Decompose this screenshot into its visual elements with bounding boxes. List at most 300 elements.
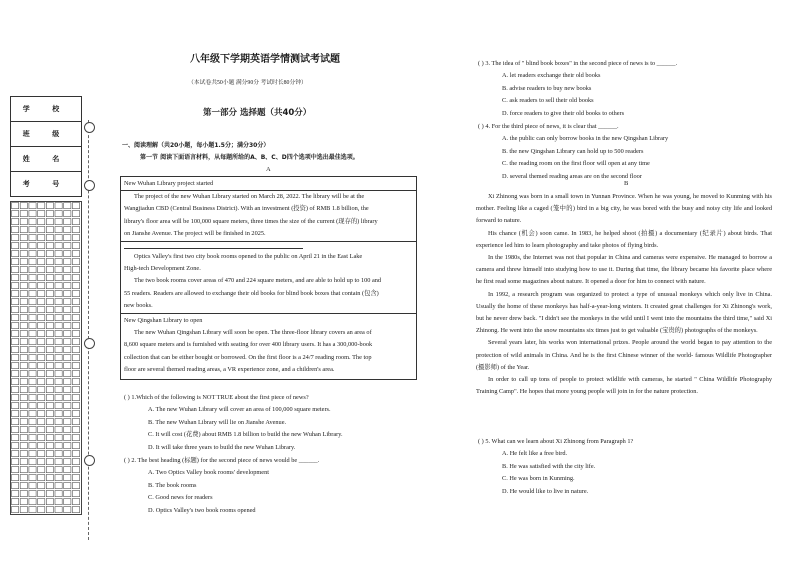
grid-cell bbox=[55, 227, 62, 233]
grid-cell bbox=[46, 251, 53, 257]
grid-cell bbox=[29, 203, 36, 209]
grid-cell bbox=[55, 243, 62, 249]
binding-hole bbox=[84, 180, 95, 191]
answer-option[interactable]: B. The new Wuhan Library will lie on Jianshe Avenue. bbox=[148, 418, 287, 426]
grid-cell bbox=[38, 371, 45, 377]
answer-option[interactable]: A. The new Wuhan Library will cover an area of 100,000 square meters. bbox=[148, 406, 331, 414]
grid-cell bbox=[72, 387, 79, 393]
grid-cell bbox=[72, 459, 79, 465]
grid-cell bbox=[29, 443, 36, 449]
grid-cell bbox=[29, 379, 36, 385]
grid-cell bbox=[64, 267, 71, 273]
grid-cell bbox=[20, 299, 27, 305]
grid-cell bbox=[20, 459, 27, 465]
grid-cell bbox=[20, 371, 27, 377]
grid-cell bbox=[38, 507, 45, 513]
answer-option[interactable]: B. the new Qingshan Library can hold up to 500 readers bbox=[502, 147, 644, 155]
grid-cell bbox=[38, 491, 45, 497]
grid-cell bbox=[55, 259, 62, 265]
grid-cell bbox=[12, 323, 19, 329]
grid-cell bbox=[64, 411, 71, 417]
section-instruction: 第一节 阅读下面语言材料，从每题所给的A、B、C、D四个选项中选出最佳选项。 bbox=[140, 154, 359, 161]
grid-cell bbox=[12, 395, 19, 401]
answer-option[interactable]: D. It will take three years to build the new Wuhan Library. bbox=[148, 443, 296, 451]
grid-cell bbox=[12, 363, 19, 369]
grid-cell bbox=[46, 411, 53, 417]
grid-cell bbox=[72, 259, 79, 265]
grid-cell bbox=[64, 379, 71, 385]
grid-cell bbox=[64, 419, 71, 425]
grid-cell bbox=[38, 459, 45, 465]
grid-cell bbox=[38, 315, 45, 321]
grid-cell bbox=[46, 395, 53, 401]
answer-option[interactable]: C. It will cost (花费) about RMB 1.8 billion to build the new Wuhan Library. bbox=[148, 431, 343, 439]
answer-option[interactable]: D. force readers to give their old books to others bbox=[502, 109, 625, 117]
grid-cell bbox=[20, 411, 27, 417]
grid-cell bbox=[38, 339, 45, 345]
grid-cell bbox=[55, 323, 62, 329]
question-stem: ( ) 5. What can we learn about Xi Zhinong from Paragraph 1? bbox=[478, 438, 634, 445]
grid-cell bbox=[64, 291, 71, 297]
grid-cell bbox=[46, 379, 53, 385]
grid-cell bbox=[64, 227, 71, 233]
grid-cell bbox=[46, 243, 53, 249]
grid-cell bbox=[55, 371, 62, 377]
grid-cell bbox=[29, 315, 36, 321]
passage-b bbox=[476, 191, 772, 398]
class-field[interactable]: 班 级 bbox=[11, 122, 81, 147]
grid-cell bbox=[46, 419, 53, 425]
grid-cell bbox=[20, 363, 27, 369]
grid-cell bbox=[38, 483, 45, 489]
news-line: 8,600 square meters and is furnished with seating for over 400 library users. It has a 300,000-book bbox=[124, 341, 373, 349]
grid-cell bbox=[29, 291, 36, 297]
grid-cell bbox=[29, 331, 36, 337]
grid-cell bbox=[38, 355, 45, 361]
grid-cell bbox=[55, 299, 62, 305]
passage-a-box bbox=[120, 176, 417, 380]
grid-cell bbox=[64, 467, 71, 473]
grid-cell bbox=[38, 451, 45, 457]
news-line: new books. bbox=[124, 301, 153, 309]
questions-right bbox=[478, 58, 768, 183]
grid-cell bbox=[12, 347, 19, 353]
news-line: Wangjiadun CBD (Central Business District). With an investment (投资) of RMB 1.8 billion, the bbox=[124, 205, 369, 213]
grid-cell bbox=[55, 251, 62, 257]
grid-cell bbox=[29, 507, 36, 513]
news-line: The project of the new Wuhan Library started on March 28, 2022. The library will be at the bbox=[134, 193, 365, 201]
grid-cell bbox=[55, 435, 62, 441]
grid-cell bbox=[55, 307, 62, 313]
grid-cell bbox=[12, 443, 19, 449]
grid-cell bbox=[46, 387, 53, 393]
news-line: on Jianshe Avenue. The project will be finished in 2025. bbox=[124, 229, 266, 237]
grid-cell bbox=[55, 427, 62, 433]
question-stem: ( ) 3. The idea of " blind book boxes" in the second piece of news is to ______. bbox=[478, 60, 678, 67]
grid-cell bbox=[12, 411, 19, 417]
answer-option[interactable]: A. the public can only borrow books in the new Qingshan Library bbox=[502, 135, 669, 143]
grid-cell bbox=[46, 475, 53, 481]
grid-cell bbox=[29, 419, 36, 425]
news-line: High-tech Development Zone. bbox=[124, 265, 201, 273]
grid-cell bbox=[55, 203, 62, 209]
grid-cell bbox=[72, 467, 79, 473]
grid-cell bbox=[46, 467, 53, 473]
grid-cell bbox=[38, 291, 45, 297]
grid-cell bbox=[64, 211, 71, 217]
grid-cell bbox=[29, 235, 36, 241]
grid-cell bbox=[12, 427, 19, 433]
grid-cell bbox=[12, 203, 19, 209]
grid-cell bbox=[29, 371, 36, 377]
grid-cell bbox=[64, 395, 71, 401]
news-line: Optics Valley's first two city book rooms opened to the public on April 21 in the East Lake bbox=[134, 253, 363, 261]
grid-cell bbox=[55, 235, 62, 241]
grid-cell bbox=[64, 499, 71, 505]
grid-cell bbox=[64, 355, 71, 361]
grid-cell bbox=[20, 451, 27, 457]
grid-cell bbox=[55, 291, 62, 297]
grid-cell bbox=[72, 427, 79, 433]
grid-cell bbox=[29, 227, 36, 233]
grid-cell bbox=[64, 427, 71, 433]
answer-option[interactable]: D. Optics Valley's two book rooms opened bbox=[148, 506, 256, 514]
grid-cell bbox=[55, 411, 62, 417]
answer-option[interactable]: A. Two Optics Valley book rooms' development bbox=[148, 469, 269, 477]
grid-cell bbox=[29, 355, 36, 361]
grid-cell bbox=[64, 203, 71, 209]
grid-cell bbox=[46, 371, 53, 377]
grid-cell bbox=[64, 363, 71, 369]
grid-cell bbox=[29, 299, 36, 305]
binding-hole bbox=[84, 455, 95, 466]
grid-cell bbox=[72, 435, 79, 441]
grid-cell bbox=[72, 403, 79, 409]
news-line: The two book rooms cover areas of 470 and 224 square meters, and are able to hold up to 100 and bbox=[134, 277, 382, 285]
grid-cell bbox=[64, 235, 71, 241]
passage-b-label: B bbox=[624, 180, 629, 187]
passage-paragraph: His chance (机会) soon came. In 1983, he helped shoot (拍摄) a documentary (纪录片) about birds. That experience led him to learn photography and take photos of flying birds. bbox=[476, 229, 772, 249]
binding-hole bbox=[84, 122, 95, 133]
grid-cell bbox=[64, 443, 71, 449]
grid-cell bbox=[12, 267, 19, 273]
grid-cell bbox=[72, 275, 79, 281]
grid-cell bbox=[20, 483, 27, 489]
grid-cell bbox=[20, 323, 27, 329]
grid-cell bbox=[72, 371, 79, 377]
news-line: The new Wuhan Qingshan Library will soon be open. The three-floor library covers an area of bbox=[134, 329, 372, 337]
question-block bbox=[124, 392, 414, 454]
grid-cell bbox=[12, 387, 19, 393]
grid-cell bbox=[20, 339, 27, 345]
grid-cell bbox=[20, 443, 27, 449]
news-2 bbox=[121, 242, 416, 314]
grid-cell bbox=[12, 419, 19, 425]
answer-option[interactable]: C. the reading room on the first floor will open at any time bbox=[502, 160, 650, 168]
grid-cell bbox=[46, 403, 53, 409]
grid-cell bbox=[72, 363, 79, 369]
news-2-title-line bbox=[124, 248, 303, 249]
grid-cell bbox=[12, 291, 19, 297]
grid-cell bbox=[20, 259, 27, 265]
grid-cell bbox=[29, 483, 36, 489]
grid-cell bbox=[72, 203, 79, 209]
grid-cell bbox=[64, 451, 71, 457]
grid-cell bbox=[20, 283, 27, 289]
grid-cell bbox=[12, 315, 19, 321]
grid-cell bbox=[46, 275, 53, 281]
grid-cell bbox=[20, 227, 27, 233]
grid-cell bbox=[38, 211, 45, 217]
grid-cell bbox=[72, 211, 79, 217]
grid-cell bbox=[38, 243, 45, 249]
grid-cell bbox=[72, 291, 79, 297]
grid-cell bbox=[64, 251, 71, 257]
grid-cell bbox=[46, 427, 53, 433]
answer-option[interactable]: B. He was satisfied with the city life. bbox=[502, 462, 596, 470]
grid-cell bbox=[29, 435, 36, 441]
grid-cell bbox=[64, 483, 71, 489]
grid-cell bbox=[20, 219, 27, 225]
grid-cell bbox=[55, 267, 62, 273]
grid-cell bbox=[55, 403, 62, 409]
grid-cell bbox=[29, 243, 36, 249]
grid-cell bbox=[12, 451, 19, 457]
grid-cell bbox=[38, 307, 45, 313]
grid-cell bbox=[72, 323, 79, 329]
grid-cell bbox=[64, 347, 71, 353]
grid-cell bbox=[72, 395, 79, 401]
passage-paragraph: Xi Zhinong was born in a small town in Yunnan Province. When he was young, he moved to Kunming with his mother. Feeling like a caged (笼中的) bird in a big city, he was bored with the busy and noisy city life and looked forward to nature. bbox=[476, 193, 772, 225]
grid-cell bbox=[46, 235, 53, 241]
grid-cell bbox=[46, 451, 53, 457]
grid-cell bbox=[20, 275, 27, 281]
passage-paragraph: In 1992, a research program was organized to protect a type of unusual monkeys which only live in China. Usually the home of these monkeys has half-a-year-long winters. It created great challenges for Xi Zhinong's work, but he never drew back. "I didn't see the monkeys in the wild until I went into the mountains the third time," said Xi Zhinong. He went into the snow mountains six times just to get valuable (宝贵的) photographs of the monkeys. bbox=[476, 290, 772, 335]
grid-cell bbox=[29, 211, 36, 217]
grid-cell bbox=[55, 467, 62, 473]
grid-cell bbox=[38, 203, 45, 209]
grid-cell bbox=[55, 419, 62, 425]
grid-cell bbox=[20, 427, 27, 433]
grid-cell bbox=[72, 315, 79, 321]
answer-option[interactable]: A. He felt like a free bird. bbox=[502, 450, 568, 458]
grid-cell bbox=[72, 499, 79, 505]
grid-cell bbox=[12, 235, 19, 241]
question-block bbox=[478, 121, 768, 183]
grid-cell bbox=[72, 227, 79, 233]
news-1-title: New Wuhan Library project started bbox=[124, 180, 214, 187]
grid-cell bbox=[12, 227, 19, 233]
grid-cell bbox=[38, 323, 45, 329]
grid-cell bbox=[64, 283, 71, 289]
grid-cell bbox=[20, 267, 27, 273]
grid-cell bbox=[55, 211, 62, 217]
grid-cell bbox=[72, 483, 79, 489]
grid-cell bbox=[55, 347, 62, 353]
grid-cell bbox=[29, 459, 36, 465]
grid-cell bbox=[12, 251, 19, 257]
grid-cell bbox=[46, 355, 53, 361]
grid-cell bbox=[72, 235, 79, 241]
grid-cell bbox=[29, 275, 36, 281]
grid-cell bbox=[46, 315, 53, 321]
answer-option[interactable]: C. He was born in Kunming. bbox=[502, 475, 575, 483]
grid-cell bbox=[55, 483, 62, 489]
grid-cell bbox=[20, 347, 27, 353]
grid-cell bbox=[20, 379, 27, 385]
grid-cell bbox=[20, 491, 27, 497]
grid-cell bbox=[38, 379, 45, 385]
grid-cell bbox=[20, 475, 27, 481]
grid-cell bbox=[12, 243, 19, 249]
grid-cell bbox=[29, 347, 36, 353]
grid-cell bbox=[12, 403, 19, 409]
grid-cell bbox=[55, 459, 62, 465]
grid-cell bbox=[38, 347, 45, 353]
grid-cell bbox=[12, 483, 19, 489]
answer-option[interactable]: A. let readers exchange their old books bbox=[502, 72, 601, 80]
grid-cell bbox=[29, 499, 36, 505]
grid-cell bbox=[38, 283, 45, 289]
answer-option[interactable]: B. advise readers to buy new books bbox=[502, 84, 592, 92]
grid-cell bbox=[38, 427, 45, 433]
news-line: collection that can be either bought or borrowed. On the first floor is a 24/7 reading room. The top bbox=[124, 353, 372, 361]
grid-cell bbox=[38, 403, 45, 409]
grid-cell bbox=[38, 363, 45, 369]
grid-cell bbox=[20, 419, 27, 425]
grid-cell bbox=[72, 283, 79, 289]
grid-cell bbox=[29, 467, 36, 473]
grid-cell bbox=[29, 323, 36, 329]
answer-option[interactable]: C. Good news for readers bbox=[148, 494, 213, 502]
grid-cell bbox=[38, 387, 45, 393]
binding-hole bbox=[84, 338, 95, 349]
grid-cell bbox=[20, 315, 27, 321]
grid-cell bbox=[20, 355, 27, 361]
grid-cell bbox=[20, 243, 27, 249]
answer-grid bbox=[10, 201, 82, 515]
grid-cell bbox=[72, 307, 79, 313]
answer-option[interactable]: D. several themed reading areas are on the second floor bbox=[502, 172, 642, 180]
grid-cell bbox=[20, 331, 27, 337]
grid-cell bbox=[29, 307, 36, 313]
grid-cell bbox=[38, 267, 45, 273]
grid-cell bbox=[72, 443, 79, 449]
grid-cell bbox=[29, 259, 36, 265]
grid-cell bbox=[72, 331, 79, 337]
grid-cell bbox=[64, 435, 71, 441]
grid-cell bbox=[55, 219, 62, 225]
grid-cell bbox=[38, 259, 45, 265]
grid-cell bbox=[38, 251, 45, 257]
grid-cell bbox=[38, 443, 45, 449]
grid-cell bbox=[12, 467, 19, 473]
grid-cell bbox=[46, 267, 53, 273]
grid-cell bbox=[20, 395, 27, 401]
question-stem: ( ) 1.Which of the following is NOT TRUE about the first piece of news? bbox=[124, 394, 309, 401]
grid-cell bbox=[29, 475, 36, 481]
news-1 bbox=[121, 177, 416, 242]
grid-cell bbox=[46, 203, 53, 209]
grid-cell bbox=[38, 275, 45, 281]
grid-cell bbox=[46, 299, 53, 305]
grid-cell bbox=[12, 307, 19, 313]
news-1-body bbox=[121, 190, 416, 240]
grid-cell bbox=[20, 251, 27, 257]
grid-cell bbox=[29, 491, 36, 497]
grid-cell bbox=[55, 475, 62, 481]
news-3-body bbox=[124, 327, 413, 376]
grid-cell bbox=[38, 411, 45, 417]
grid-cell bbox=[38, 475, 45, 481]
grid-cell bbox=[46, 307, 53, 313]
number-field[interactable]: 考 号 bbox=[22, 180, 70, 188]
grid-cell bbox=[20, 467, 27, 473]
grid-cell bbox=[55, 315, 62, 321]
grid-cell bbox=[12, 371, 19, 377]
grid-cell bbox=[64, 459, 71, 465]
grid-cell bbox=[38, 499, 45, 505]
grid-cell bbox=[12, 355, 19, 361]
answer-option[interactable]: B. The book rooms bbox=[148, 481, 197, 489]
grid-cell bbox=[64, 491, 71, 497]
grid-cell bbox=[12, 459, 19, 465]
grid-cell bbox=[46, 219, 53, 225]
passage-a-label: A bbox=[266, 166, 271, 173]
grid-cell bbox=[55, 443, 62, 449]
grid-cell bbox=[20, 307, 27, 313]
grid-cell bbox=[20, 435, 27, 441]
grid-cell bbox=[12, 211, 19, 217]
question-stem: ( ) 4. For the third piece of news, it is clear that ______. bbox=[478, 123, 619, 131]
grid-cell bbox=[64, 299, 71, 305]
grid-cell bbox=[72, 219, 79, 225]
grid-cell bbox=[12, 219, 19, 225]
grid-cell bbox=[29, 283, 36, 289]
grid-cell bbox=[72, 355, 79, 361]
answer-option[interactable]: C. ask readers to sell their old books bbox=[502, 97, 594, 105]
passage-paragraph: In order to call up tons of people to protect wildlife with cameras, he started " China Wildlife Photography Training Camp". He hopes that more young people will join in for the nature protection. bbox=[476, 376, 772, 396]
page-title: 八年级下学期英语学情测试考试题 bbox=[190, 54, 340, 65]
grid-cell bbox=[72, 347, 79, 353]
grid-cell bbox=[12, 475, 19, 481]
grid-cell bbox=[38, 435, 45, 441]
grid-cell bbox=[55, 387, 62, 393]
grid-cell bbox=[12, 507, 19, 513]
question-block bbox=[478, 58, 768, 120]
grid-cell bbox=[64, 371, 71, 377]
grid-cell bbox=[20, 403, 27, 409]
grid-cell bbox=[29, 363, 36, 369]
grid-cell bbox=[55, 283, 62, 289]
answer-option[interactable]: D. He would like to live in nature. bbox=[502, 487, 589, 495]
grid-cell bbox=[55, 507, 62, 513]
grid-cell bbox=[20, 499, 27, 505]
school-field[interactable]: 学 校 bbox=[11, 97, 81, 122]
grid-cell bbox=[46, 259, 53, 265]
grid-cell bbox=[72, 491, 79, 497]
grid-cell bbox=[72, 299, 79, 305]
grid-cell bbox=[29, 411, 36, 417]
grid-cell bbox=[12, 339, 19, 345]
grid-cell bbox=[64, 331, 71, 337]
grid-cell bbox=[64, 275, 71, 281]
name-field[interactable]: 姓 名 bbox=[11, 147, 81, 172]
grid-cell bbox=[46, 443, 53, 449]
grid-cell bbox=[46, 435, 53, 441]
grid-cell bbox=[38, 395, 45, 401]
grid-cell bbox=[55, 331, 62, 337]
